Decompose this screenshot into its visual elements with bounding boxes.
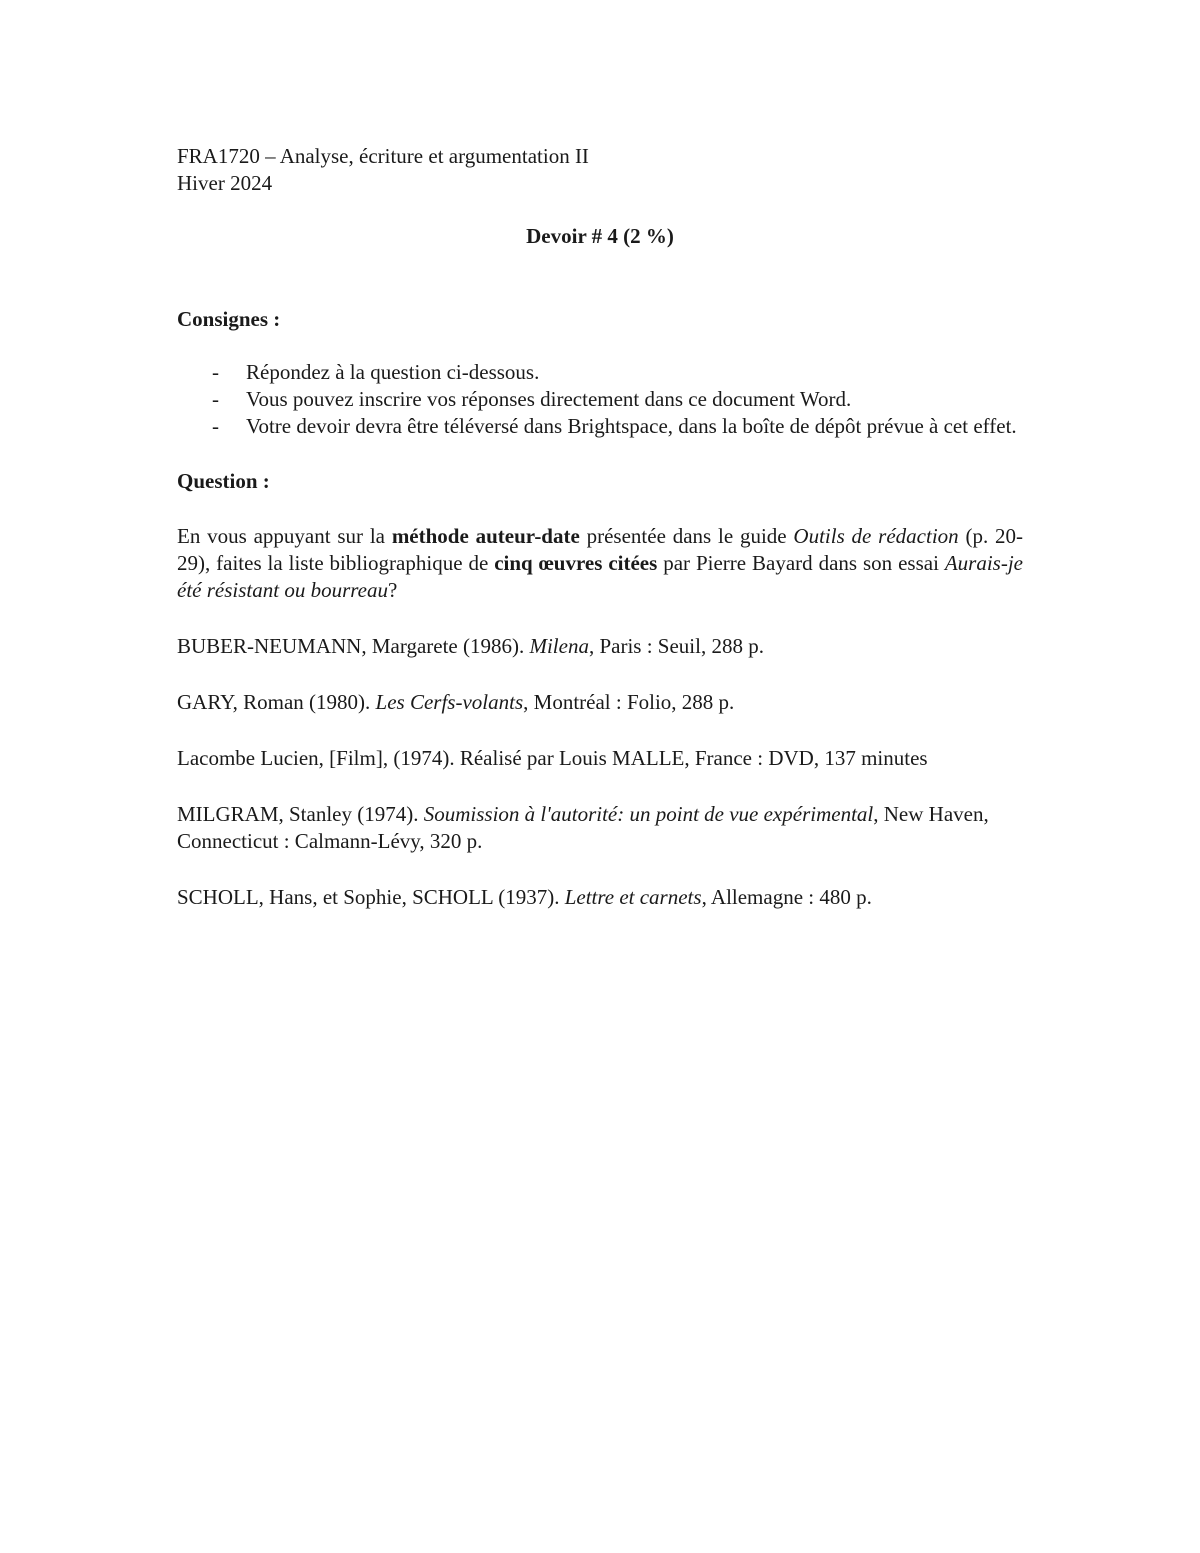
question-text xyxy=(177,523,1023,604)
entry-title: Lettre et carnets xyxy=(564,885,702,909)
entry-title: Les Cerfs-volants xyxy=(375,690,524,714)
instruction-text: Répondez à la question ci-dessous. xyxy=(246,360,540,384)
list-item xyxy=(177,413,1023,440)
list-item xyxy=(177,386,1023,413)
bibliography xyxy=(177,633,1023,911)
term: Hiver 2024 xyxy=(177,171,273,195)
entry-author: SCHOLL, Hans, et Sophie, SCHOLL (1937). xyxy=(177,885,565,909)
bibliography-entry xyxy=(177,801,1023,855)
list-item xyxy=(177,359,1023,386)
instruction-text: Vous pouvez inscrire vos réponses directement dans ce document Word. xyxy=(246,387,852,411)
bullet-dash: - xyxy=(212,360,219,384)
bullet-dash: - xyxy=(212,387,219,411)
entry-publication: , New Haven, Connecticut : Calmann-Lévy, 320 p. xyxy=(177,802,989,853)
bullet-dash: - xyxy=(212,414,219,438)
question-text-part: En vous appuyant sur la xyxy=(177,524,392,548)
assignment-title: Devoir # 4 (2 %) xyxy=(526,224,674,248)
question-text-part: ? xyxy=(387,578,398,602)
question-emphasis-works: cinq œuvres citées xyxy=(494,551,658,575)
question-guide-title: Outils de rédaction xyxy=(793,524,959,548)
entry-title: Soumission à l'autorité: un point de vue expérimental xyxy=(423,802,874,826)
entry-publication: , Paris : Seuil, 288 p. xyxy=(588,634,764,658)
question-text-part: par Pierre Bayard dans son essai xyxy=(657,551,945,575)
entry-title: Milena xyxy=(529,634,589,658)
instructions-heading: Consignes : xyxy=(177,307,281,331)
entry-publication: , Allemagne : 480 p. xyxy=(701,885,872,909)
question-text-part: (p. 20- 29), faites la liste bibliographique de xyxy=(177,524,1023,575)
bibliography-entry xyxy=(177,884,1023,911)
question-text-part: présentée dans le guide xyxy=(579,524,794,548)
bibliography-entry xyxy=(177,745,1023,772)
document-page xyxy=(177,143,1023,911)
instructions-list xyxy=(177,359,1023,440)
question-emphasis-method: méthode auteur-date xyxy=(391,524,580,548)
course-title: FRA1720 – Analyse, écriture et argumentation II xyxy=(177,144,589,168)
instruction-text: Votre devoir devra être téléversé dans Brightspace, dans la boîte de dépôt prévue à cet effet. xyxy=(246,414,1017,438)
document-header xyxy=(177,143,1023,197)
bibliography-entry xyxy=(177,633,1023,660)
entry-author: MILGRAM, Stanley (1974). xyxy=(177,802,424,826)
question-heading: Question : xyxy=(177,469,270,493)
entry-author: BUBER-NEUMANN, Margarete (1986). xyxy=(177,634,530,658)
entry-publication: , Montréal : Folio, 288 p. xyxy=(523,690,735,714)
entry-author: Lacombe Lucien, [Film], (1974). Réalisé par Louis MALLE, France : DVD, 137 minutes xyxy=(177,746,928,770)
bibliography-entry xyxy=(177,689,1023,716)
entry-author: GARY, Roman (1980). xyxy=(177,690,376,714)
question-essay-title: Aurais-je été résistant ou bourreau xyxy=(177,551,1023,602)
